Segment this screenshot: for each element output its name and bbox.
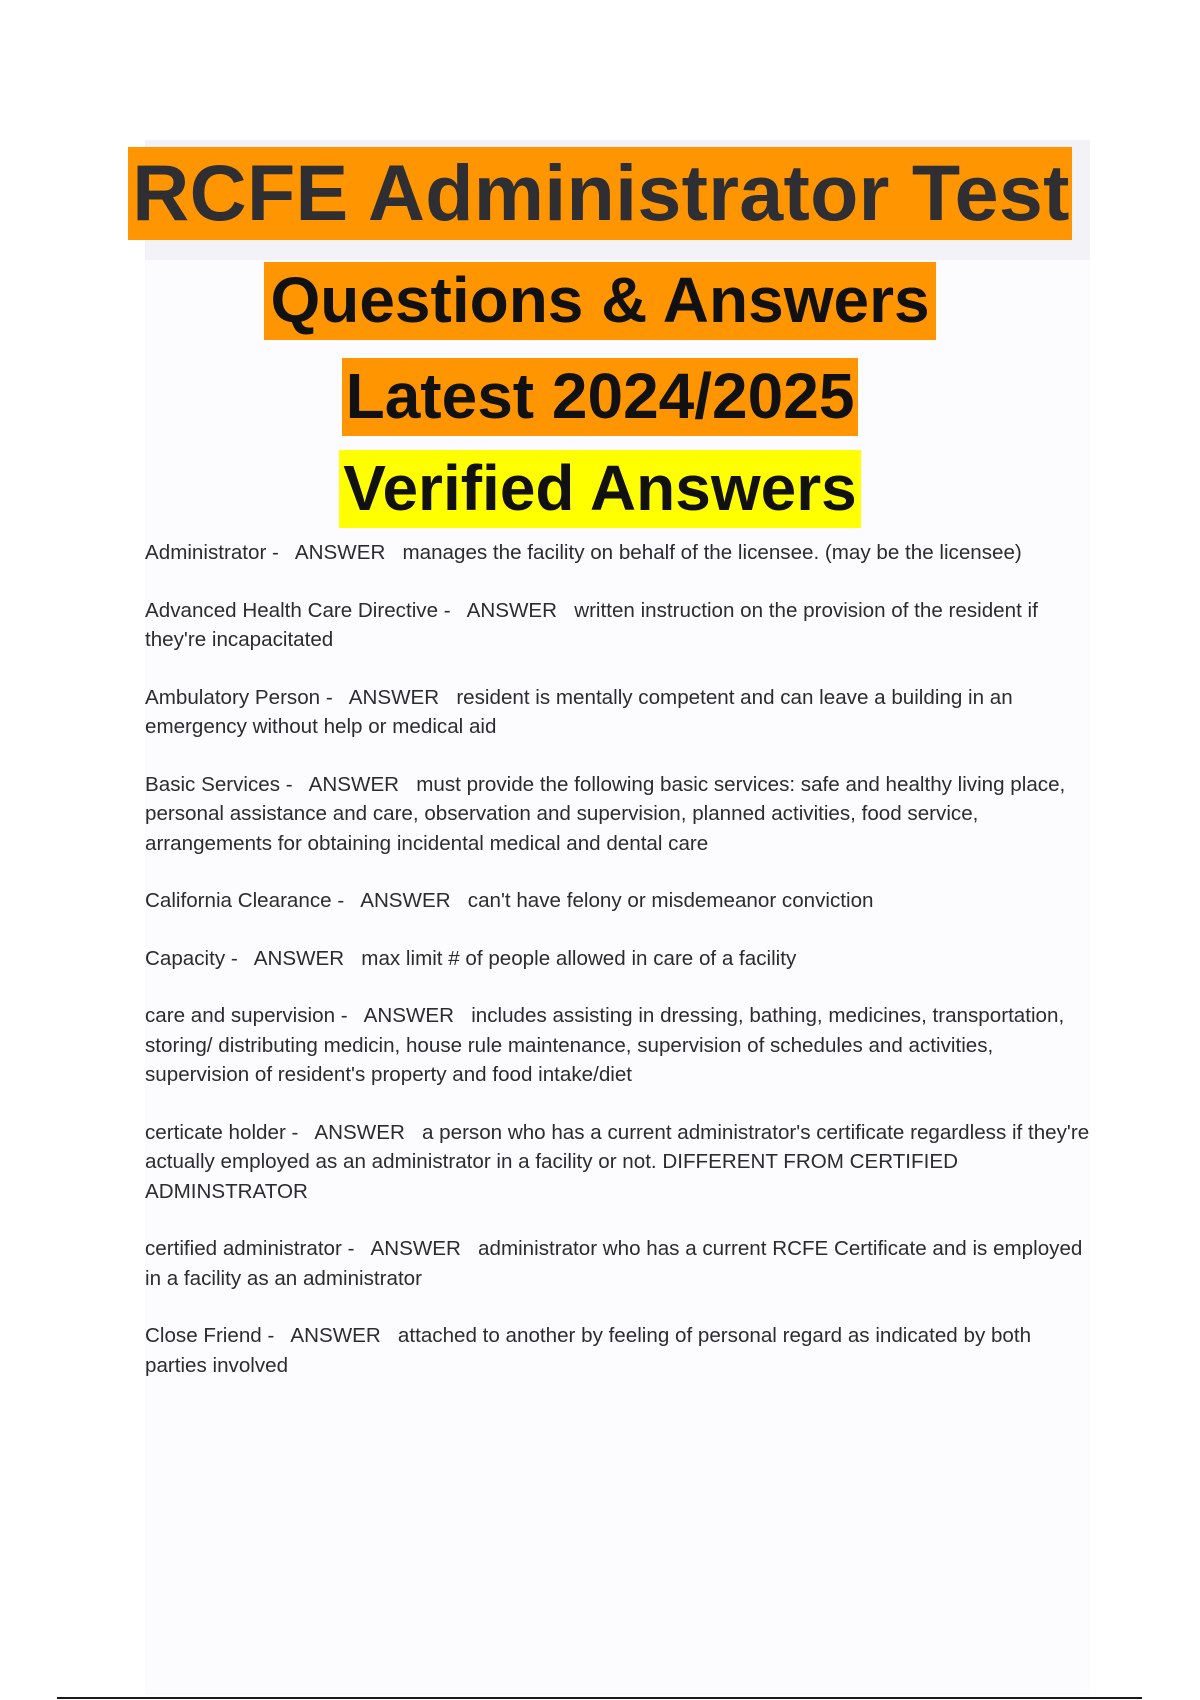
- qa-gap: [454, 1004, 471, 1027]
- qa-gap: [381, 1324, 398, 1347]
- qa-answer: attached to another by feeling of personal regard as indicated by both parties involved: [145, 1324, 1032, 1377]
- qa-answer-marker: ANSWER: [308, 772, 400, 796]
- qa-answer: written instruction on the provision of the resident if they're incapacitated: [145, 598, 1038, 651]
- qa-answer: administrator who has a current RCFE Certificate and is employed in a facility as an administrator: [145, 1237, 1083, 1290]
- title-line-4: [0, 450, 1200, 528]
- title-line-2: [0, 262, 1200, 340]
- qa-term: Advanced Health Care Directive: [145, 598, 439, 622]
- qa-separator: -: [331, 889, 361, 912]
- qa-term: care and supervision: [145, 1004, 336, 1027]
- qa-answer-marker: ANSWER: [253, 946, 345, 970]
- qa-separator: -: [266, 541, 295, 564]
- qa-gap: [557, 599, 574, 622]
- qa-gap: [405, 1121, 422, 1144]
- qa-answer: can't have felony or misdemeanor conviction: [467, 889, 874, 912]
- qa-item-ambulatory-person: [145, 683, 1090, 742]
- qa-item-close-friend: [145, 1321, 1090, 1380]
- qa-separator: -: [438, 598, 467, 622]
- title-text-3: Latest 2024/2025: [342, 358, 859, 436]
- qa-term: certicate holder: [145, 1120, 286, 1144]
- qa-term: Capacity: [145, 946, 226, 970]
- qa-list: [145, 538, 1090, 1408]
- qa-item-advanced-health-care-directive: [145, 596, 1090, 655]
- qa-item-certified-administrator: [145, 1234, 1090, 1293]
- qa-answer: resident is mentally competent and can leave a building in an emergency without help or medical aid: [145, 685, 1013, 738]
- qa-term: Close Friend: [145, 1324, 262, 1347]
- qa-separator: -: [285, 1120, 315, 1144]
- qa-answer-marker: ANSWER: [348, 685, 440, 709]
- title-text-4: Verified Answers: [339, 450, 860, 528]
- qa-separator: -: [341, 1237, 371, 1260]
- qa-answer-marker: ANSWER: [466, 598, 558, 622]
- qa-answer: must provide the following basic services: safe and healthy living place, personal assistance and care, observation and supervision, planned activities, food service, arrangements for obtaining incidental medical and dental care: [145, 772, 1066, 855]
- title-line-3: [0, 358, 1200, 436]
- qa-answer: a person who has a current administrator's certificate regardless if they're actually employed as an administrator in a facility or not. DIFFERENT FROM CERTIFIED ADMINSTRATOR: [145, 1120, 1090, 1203]
- qa-gap: [344, 947, 361, 970]
- qa-term: Ambulatory Person: [145, 685, 321, 709]
- qa-gap: [439, 686, 456, 709]
- qa-term: Basic Services: [145, 772, 281, 796]
- qa-gap: [385, 541, 402, 564]
- qa-item-california-clearance: [145, 886, 1090, 916]
- qa-answer-marker: ANSWER: [360, 889, 451, 912]
- qa-term: Administrator: [145, 541, 267, 564]
- qa-separator: -: [280, 772, 309, 796]
- qa-answer-marker: ANSWER: [290, 1324, 381, 1347]
- footer-rule: [57, 1697, 1142, 1699]
- qa-item-basic-services: [145, 770, 1090, 859]
- title-text-1: RCFE Administrator Test: [128, 147, 1071, 240]
- qa-term: certified administrator: [145, 1237, 342, 1260]
- qa-answer: max limit # of people allowed in care of a facility: [361, 946, 797, 970]
- qa-answer: manages the facility on behalf of the licensee. (may be the licensee): [402, 541, 1022, 564]
- qa-gap: [461, 1237, 478, 1260]
- qa-item-certicate-holder: [145, 1118, 1090, 1207]
- title-text-2: Questions & Answers: [264, 262, 935, 340]
- qa-gap: [399, 773, 416, 796]
- qa-item-administrator: [145, 538, 1090, 568]
- qa-answer-marker: ANSWER: [363, 1004, 455, 1027]
- qa-gap: [451, 889, 468, 912]
- qa-answer-marker: ANSWER: [314, 1120, 405, 1144]
- qa-separator: -: [320, 685, 349, 709]
- title-line-1: [0, 147, 1200, 240]
- qa-answer-marker: ANSWER: [294, 541, 386, 564]
- qa-separator: -: [335, 1004, 364, 1027]
- qa-answer-marker: ANSWER: [370, 1237, 461, 1260]
- qa-item-capacity: [145, 944, 1090, 974]
- qa-separator: -: [225, 946, 254, 970]
- qa-separator: -: [261, 1324, 291, 1347]
- qa-term: California Clearance: [145, 889, 332, 912]
- qa-answer: includes assisting in dressing, bathing, medicines, transportation, storing/ distributing medicin, house rule maintenance, supervision of schedules and activities, supervision of resident's property and food intake/diet: [145, 1004, 1065, 1086]
- qa-item-care-and-supervision: [145, 1001, 1090, 1090]
